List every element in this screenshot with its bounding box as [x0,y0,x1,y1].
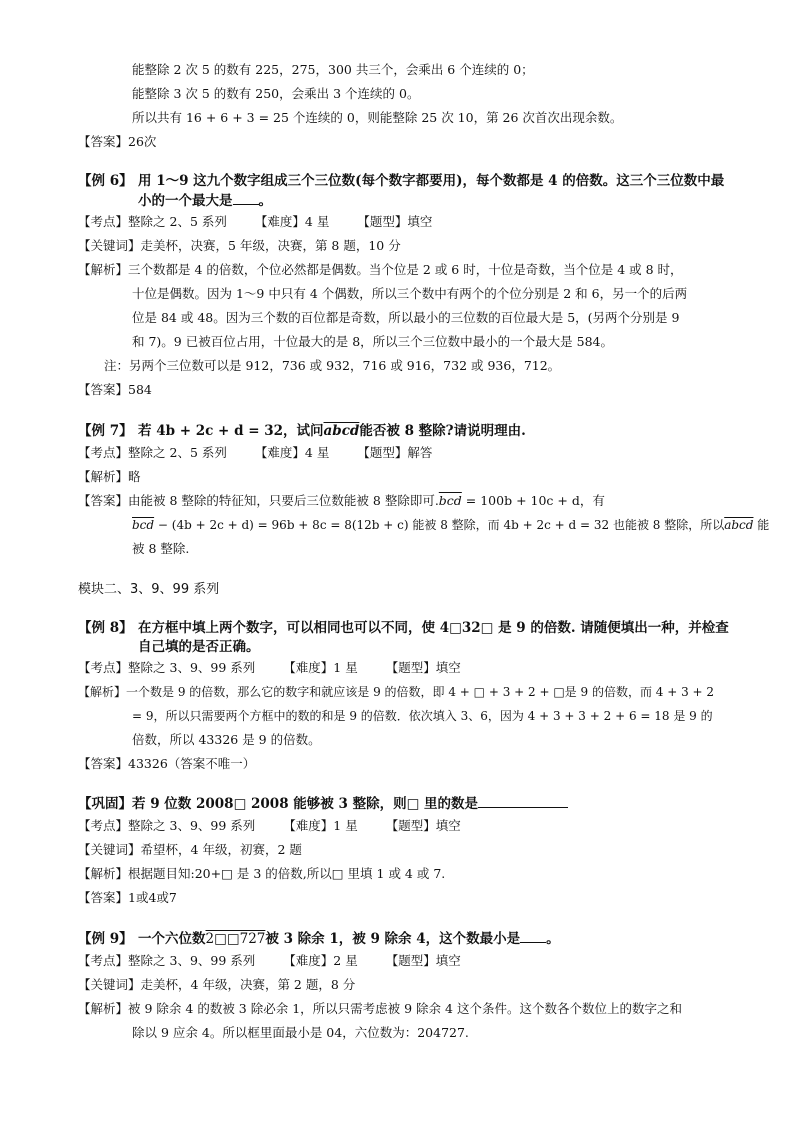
keywords-tag: 【关键词】 [78,842,141,857]
analysis-line [78,866,445,882]
kaodian-value: 整除之 3、9、99 系列 [128,660,256,675]
question-type-tag: 【题型】 [357,214,408,229]
meta-line [78,953,461,969]
keywords-tag: 【关键词】 [78,977,141,992]
analysis-line [78,469,141,485]
analysis-text: 三个数都是 4 的倍数，个位必然都是偶数。当个位是 2 或 6 时，十位是奇数，当个位是 4 或 8 时， [128,262,683,277]
question-type-tag: 【题型】 [385,660,436,675]
answer-line: 被 8 整除. [132,541,190,556]
answer-tag: 【答案】 [78,756,129,771]
answer-line [78,134,156,150]
analysis-line [78,1001,682,1017]
question-type-value: 解答 [407,445,433,460]
question-text: 若 9 位数 2008□ 2008 能够被 3 整除，则□ 里的数是 [132,796,479,812]
question-text: 在方框中填上两个数字，可以相同也可以不同，使 4□32□ 是 9 的倍数. 请随便填出一种，并检查 [138,620,729,636]
analysis-line: = 9，所以只需要两个方框中的数的和是 9 的倍数．依次填入 3、6，因为 4 + 3 + 3 + 2 + 6 = 18 是 9 的 [132,709,713,723]
difficulty-value: 2 星 [333,953,358,968]
meta-line [78,660,461,676]
question-text: 小的一个最大是 [138,193,233,209]
analysis-tag: 【解析】 [78,262,129,277]
difficulty-tag: 【难度】 [254,445,305,460]
question-text: 自己填的是否正确。 [138,639,260,655]
answer-line [78,382,152,398]
analysis-line: 位是 84 或 48。因为三个数的百位都是奇数，所以最小的三位数的百位最大是 5，(另两个分别是 9 [132,310,680,325]
question-text: 若 4b + 2c + d = 32，试问 [138,423,324,439]
overline-number: $\overline{bcd}$ [438,493,462,508]
overline-number: abcd [323,423,360,439]
answer-value: 43326（答案不唯一） [128,756,256,771]
kaodian-tag: 【考点】 [78,214,129,229]
example-9-question [78,930,560,947]
example-7-question [78,423,526,439]
answer-blank [233,192,259,205]
answer-line [78,756,255,772]
module-heading: 模块二、3、9、99 系列 [78,582,220,597]
kaodian-value: 整除之 3、9、99 系列 [128,953,256,968]
question-end: 。 [546,931,560,947]
answer-line [132,517,769,533]
question-type-tag: 【题型】 [385,953,436,968]
analysis-tag: 【解析】 [78,866,129,881]
question-type-value: 填空 [435,818,461,833]
difficulty-tag: 【难度】 [283,953,334,968]
question-end: 。 [258,193,272,209]
question-type-tag: 【题型】 [357,445,408,460]
answer-tag: 【答案】 [78,493,129,508]
kaodian-value: 整除之 2、5 系列 [128,445,227,460]
keywords-value: 走美杯，4 年级，决赛，第 2 题，8 分 [140,977,356,992]
overline-number: abcd [724,518,754,532]
analysis-tag: 【解析】 [78,1001,129,1016]
analysis-line: 十位是偶数。因为 1～9 中只有 4 个偶数，所以三个数中有两个的个位分别是 2 和 6，另一个的后两 [132,286,688,301]
meta-line [78,445,432,461]
meta-line [78,214,432,230]
solution-line: 能整除 3 次 5 的数有 250，会乘出 3 个连续的 0。 [132,86,420,101]
analysis-tag: 【解析】 [78,469,129,484]
difficulty-value: 1 星 [333,818,358,833]
keywords-value: 走美杯，决赛，5 年级，决赛，第 8 题，10 分 [140,238,401,253]
example-6-question-cont [138,192,272,209]
example-tag: 【例 8】 [78,620,133,636]
keywords-line [78,842,302,858]
difficulty-value: 4 星 [304,445,330,460]
difficulty-value: 1 星 [333,660,358,675]
meta-line [78,818,461,834]
keywords-tag: 【关键词】 [78,238,141,253]
difficulty-value: 4 星 [304,214,330,229]
analysis-text: 略 [128,469,141,484]
kaodian-tag: 【考点】 [78,953,129,968]
difficulty-tag: 【难度】 [254,214,305,229]
example-6-question [78,173,724,189]
answer-tag: 【答案】 [78,890,129,905]
example-tag: 【例 7】 [78,423,133,439]
overline-number: $\overline{bcd}$ [132,518,155,532]
solution-line: 所以共有 16 + 6 + 3 = 25 个连续的 0，则能整除 25 次 10，第 26 次首次出现余数。 [132,110,623,125]
answer-text: − (4b + 2c + d) = 96b + 8c = 8(12b + c) 能被 8 整除，而 4b + 2c + d = 32 也能被 8 整除，所以 [154,518,725,532]
example-tag: 【例 6】 [78,173,133,189]
answer-value: 584 [128,382,152,397]
analysis-text: 被 9 除余 4 的数被 3 除必余 1，所以只需考虑被 9 除余 4 这个条件。这个数各个数位上的数字之和 [128,1001,682,1016]
example-tag: 【例 9】 [78,931,133,947]
answer-blank [478,795,568,808]
analysis-text: 根据题目知:20+□ 是 3 的倍数,所以□ 里填 1 或 4 或 7. [128,866,446,881]
kaodian-tag: 【考点】 [78,445,129,460]
analysis-line [78,684,714,700]
consolidation-question [78,795,568,812]
analysis-line [78,262,683,278]
answer-line [78,493,605,509]
analysis-tag: 【解析】 [78,685,127,699]
question-type-value: 填空 [435,953,461,968]
answer-value: 26次 [128,134,157,149]
note-line: 注：另两个三位数可以是 912，736 或 932，716 或 916，732 或 936，712。 [104,358,561,373]
kaodian-value: 整除之 3、9、99 系列 [128,818,256,833]
kaodian-tag: 【考点】 [78,818,129,833]
kaodian-value: 整除之 2、5 系列 [128,214,227,229]
answer-line [78,890,177,906]
question-type-value: 填空 [435,660,461,675]
example-8-question [78,620,729,636]
keywords-value: 希望杯，4 年级，初赛，2 题 [140,842,302,857]
question-text: 能否被 8 整除?请说明理由. [359,423,526,439]
analysis-line: 除以 9 应余 4。所以框里面最小是 04，六位数为：204727. [132,1025,469,1040]
analysis-line: 倍数，所以 43326 是 9 的倍数。 [132,732,321,747]
keywords-line [78,238,401,254]
answer-text: 能 [753,518,770,532]
answer-text: 由能被 8 整除的特征知，只要后三位数能被 8 整除即可. [128,493,439,508]
consolidation-tag: 【巩固】 [78,796,132,812]
difficulty-tag: 【难度】 [283,818,334,833]
question-type-tag: 【题型】 [385,818,436,833]
answer-tag: 【答案】 [78,134,129,149]
question-text: 被 3 除余 1，被 9 除余 4，这个数最小是 [265,931,521,947]
answer-tag: 【答案】 [78,382,129,397]
answer-text: = 100b + 10c + d，有 [461,493,605,508]
difficulty-tag: 【难度】 [283,660,334,675]
analysis-text: 一个数是 9 的倍数，那么它的数字和就应该是 9 的倍数，即 4 + □ + 3 + 2 + □是 9 的倍数，而 4 + 3 + 2 [126,685,715,699]
kaodian-tag: 【考点】 [78,660,129,675]
answer-blank [520,930,546,943]
question-text: 一个六位数 [138,931,206,947]
solution-line: 能整除 2 次 5 的数有 225，275，300 共三个，会乘出 6 个连续的 0； [132,62,534,77]
question-text: 用 1～9 这九个数字组成三个三位数(每个数字都要用)，每个数都是 4 的倍数。这三个三位数中最 [138,173,725,189]
answer-value: 1或4或7 [128,890,177,905]
question-type-value: 填空 [407,214,433,229]
analysis-line: 和 7)。9 已被百位占用，十位最大的是 8，所以三个三位数中最小的一个最大是 584。 [132,334,613,349]
keywords-line [78,977,355,993]
overline-number: 2□□727 [205,931,266,947]
